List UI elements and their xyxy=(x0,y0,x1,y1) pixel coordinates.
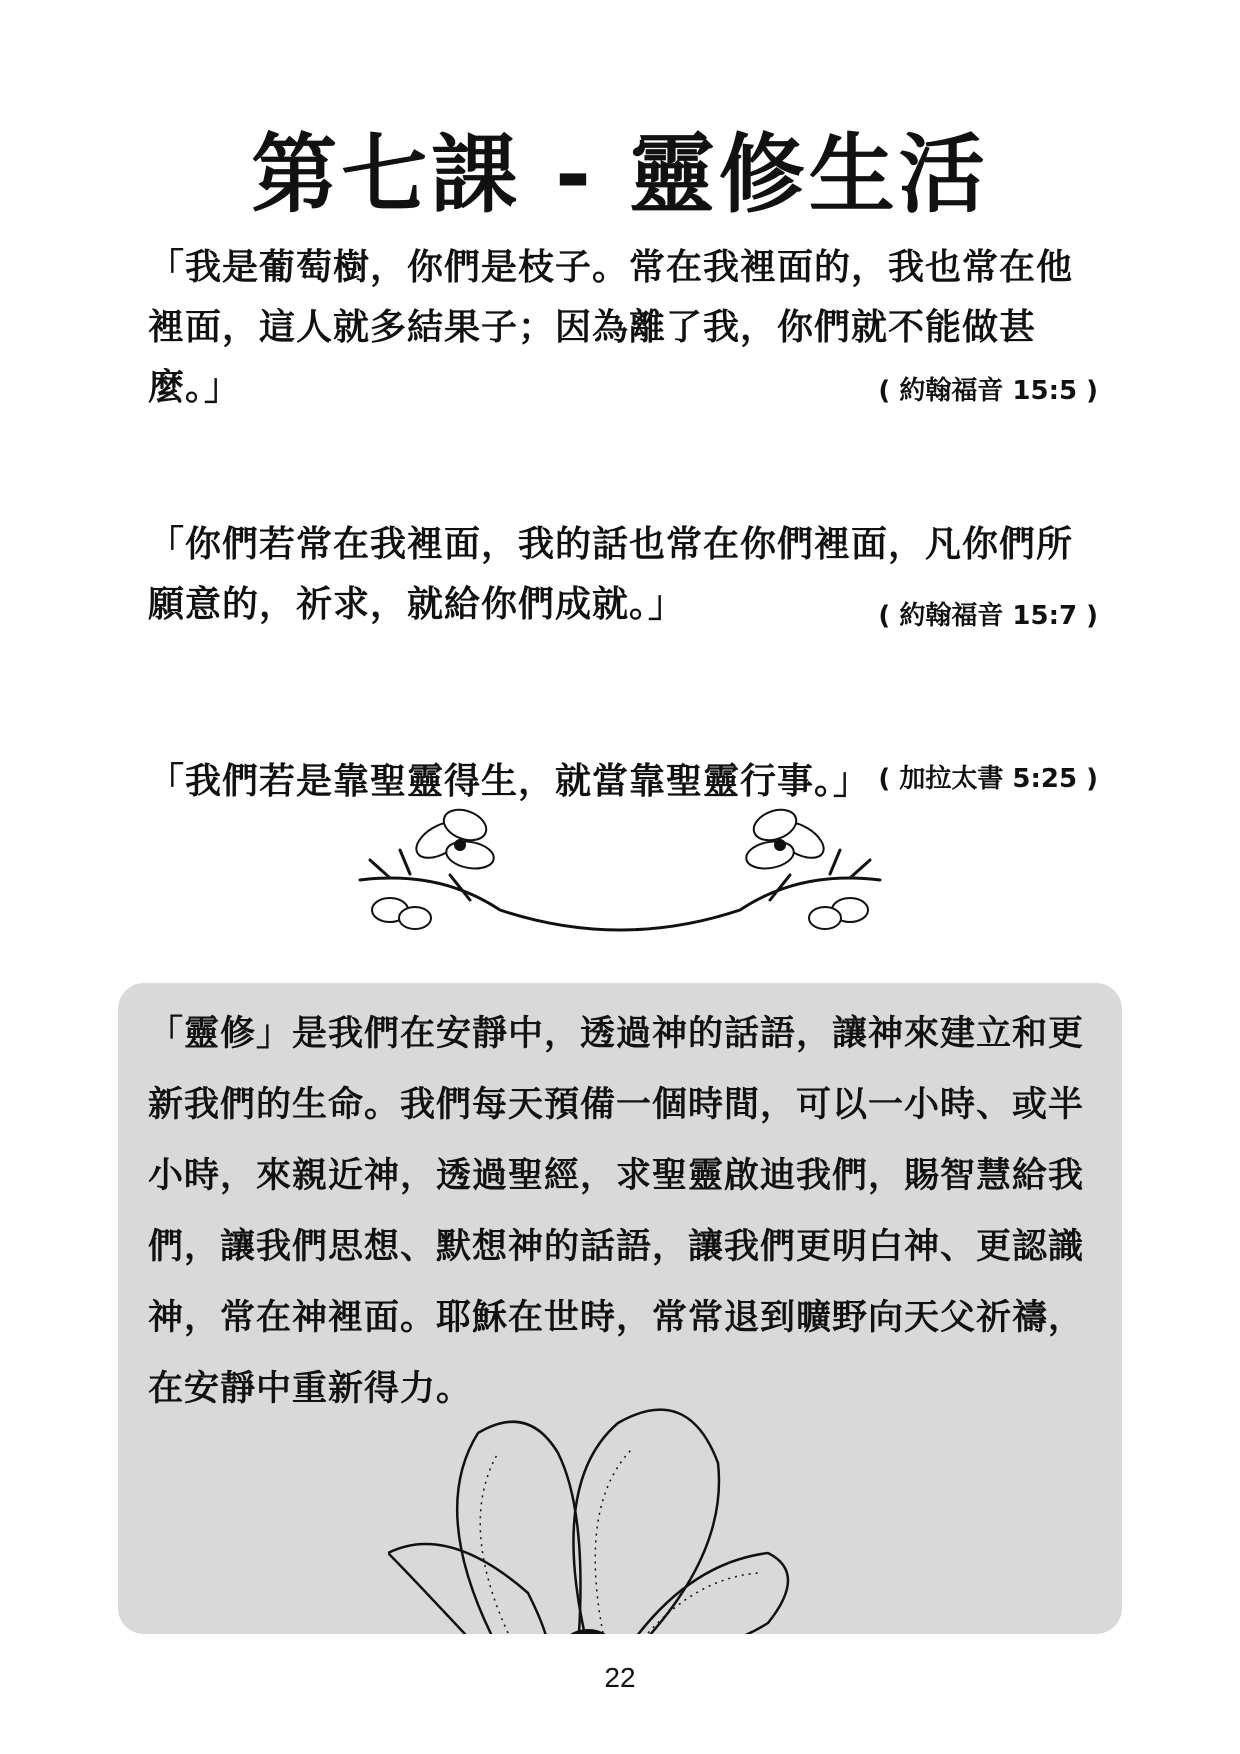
devotion-description: 「靈修」是我們在安靜中，透過神的話語，讓神來建立和更新我們的生命。我們每天預備一個時間，可以一小時、或半小時，來親近神，透過聖經，求聖靈啟迪我們，賜智慧給我們，讓我們思想、默想神的話語，讓我們更明白神、更認識神，常在神裡面。耶穌在世時，常常退到曠野向天父祈禱，在安靜中重新得力。 xyxy=(148,1014,1085,1409)
verse-text: 「我是葡萄樹，你們是枝子。常在我裡面的，我也常在他裡面，這人就多結果子；因為離了我，你們就不能做甚麼。」 xyxy=(148,247,1074,408)
verse-text: 「我們若是靠聖靈得生，就當靠聖靈行事。」 xyxy=(148,761,871,802)
verse-reference: ( 加拉太書 5:25 ) xyxy=(878,764,1098,794)
bible-verse xyxy=(148,515,1098,635)
page-number: 22 xyxy=(604,1662,636,1693)
blossom-branch-illustration xyxy=(320,800,920,950)
page-title: 第七課 - 靈修生活 xyxy=(251,125,989,225)
bible-verse xyxy=(148,238,1098,418)
verse-reference: ( 約翰福音 15:5 ) xyxy=(878,376,1098,406)
verse-reference: ( 約翰福音 15:7 ) xyxy=(878,601,1098,631)
devotion-info-box xyxy=(118,983,1122,1634)
verse-text: 「你們若常在我裡面，我的話也常在你們裡面，凡你們所願意的，祈求，就給你們成就。」 xyxy=(148,524,1074,625)
magnolia-flower-illustration xyxy=(388,1393,838,1634)
